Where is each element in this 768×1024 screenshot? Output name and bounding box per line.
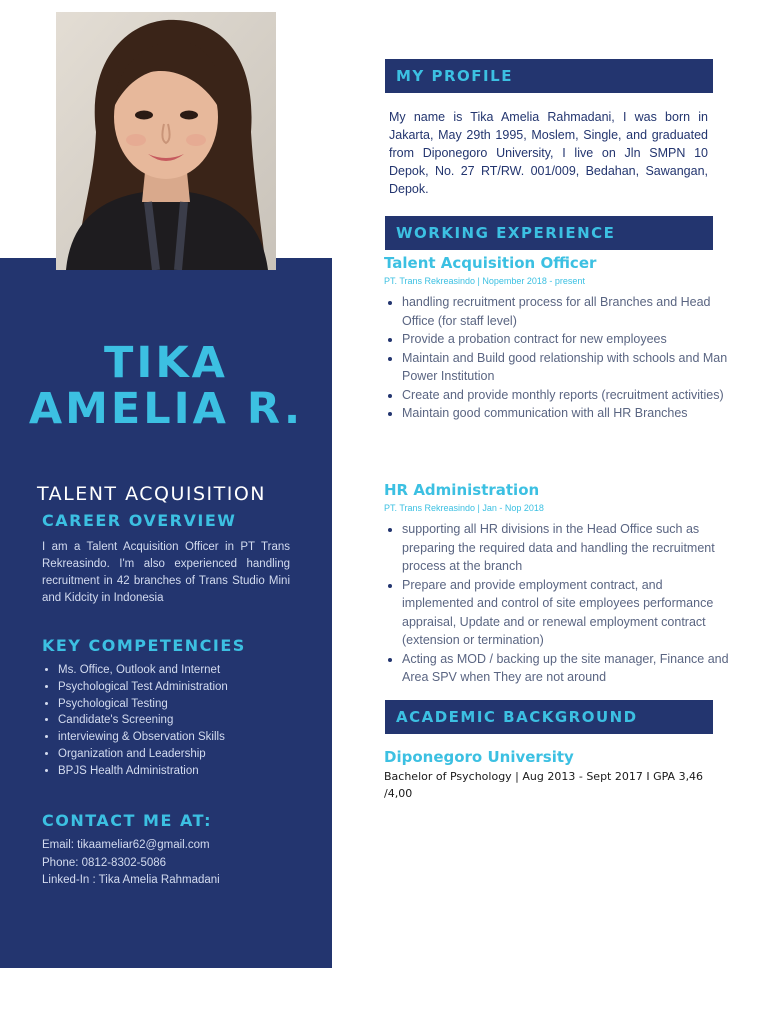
job-title: TALENT ACQUISITION <box>37 483 267 505</box>
my-profile-heading: MY PROFILE <box>385 59 713 93</box>
contact-email[interactable]: Email: tikaameliar62@gmail.com <box>42 839 210 851</box>
job-meta-talent-acquisition: PT. Trans Rekreasindo | Nopember 2018 - present <box>384 276 585 286</box>
competency-item: • Psychological Testing <box>58 696 328 713</box>
candidate-name <box>0 340 332 432</box>
profile-text: My name is Tika Amelia Rahmadani, I was born in Jakarta, May 29th 1995, Moslem, Single, and graduated from Diponegoro University, I live on Jln SMPN 10 Depok, No. 27 RT/RW. 001/009, Bedahan, Sawangan, Depok. <box>389 110 708 196</box>
job-meta-hr-administration: PT. Trans Rekreasindo | Jan - Nop 2018 <box>384 503 544 513</box>
profile-photo <box>56 12 276 270</box>
career-overview-text: I am a Talent Acquisition Officer in PT Trans Rekreasindo. I'm also experienced handling recruitment in 42 branches of Trans Studio Mini and Kidcity in Indonesia <box>42 541 290 604</box>
competency-item: • Ms. Office, Outlook and Internet <box>58 662 328 679</box>
contact-block <box>42 837 312 890</box>
duty-item: • Acting as MOD / backing up the site manager, Finance and Area SPV when They are not around <box>402 650 732 687</box>
key-competencies-heading: KEY COMPETENCIES <box>42 636 246 655</box>
career-overview-heading: CAREER OVERVIEW <box>42 511 237 530</box>
duty-item: • Create and provide monthly reports (recruitment activities) <box>402 386 732 405</box>
contact-heading: CONTACT ME AT: <box>42 811 213 830</box>
contact-linkedin[interactable]: Linked-In : Tika Amelia Rahmadani <box>42 874 220 886</box>
duties-list-hr-administration <box>384 520 732 687</box>
education-school: Diponegoro University <box>384 748 574 766</box>
duty-item: • Provide a probation contract for new employees <box>402 330 732 349</box>
duties-list-talent-acquisition <box>384 293 732 423</box>
competencies-list <box>42 662 328 780</box>
job-title-hr-administration: HR Administration <box>384 481 540 499</box>
education-detail: Bachelor of Psychology | Aug 2013 - Sept 2017 I GPA 3,46 /4,00 <box>384 770 704 800</box>
duty-item: • Maintain good communication with all HR Branches <box>402 404 732 423</box>
working-experience-heading: WORKING EXPERIENCE <box>385 216 713 250</box>
contact-phone[interactable]: Phone: 0812-8302-5086 <box>42 856 167 869</box>
duty-item: • supporting all HR divisions in the Head Office such as preparing the required data and handling the recruitment process at the branch <box>402 520 732 576</box>
academic-background-heading: ACADEMIC BACKGROUND <box>385 700 713 734</box>
name-line-first: TIKA <box>104 338 228 388</box>
name-line-second: AMELIA R. <box>28 384 304 434</box>
duty-item: • Maintain and Build good relationship with schools and Man Power Institution <box>402 349 732 386</box>
competency-item: • Candidate's Screening <box>58 712 328 729</box>
competency-item: • BPJS Health Administration <box>58 763 328 780</box>
duty-item: • handling recruitment process for all Branches and Head Office (for staff level) <box>402 293 732 330</box>
competency-item: • Psychological Test Administration <box>58 679 328 696</box>
duty-item: • Prepare and provide employment contract, and implemented and control of site employees performance appraisal, Update and or renewal employment contract (extension or termination) <box>402 576 732 650</box>
job-title-talent-acquisition: Talent Acquisition Officer <box>384 254 597 272</box>
competency-item: • interviewing & Observation Skills <box>58 729 328 746</box>
competency-item: • Organization and Leadership <box>58 746 328 763</box>
